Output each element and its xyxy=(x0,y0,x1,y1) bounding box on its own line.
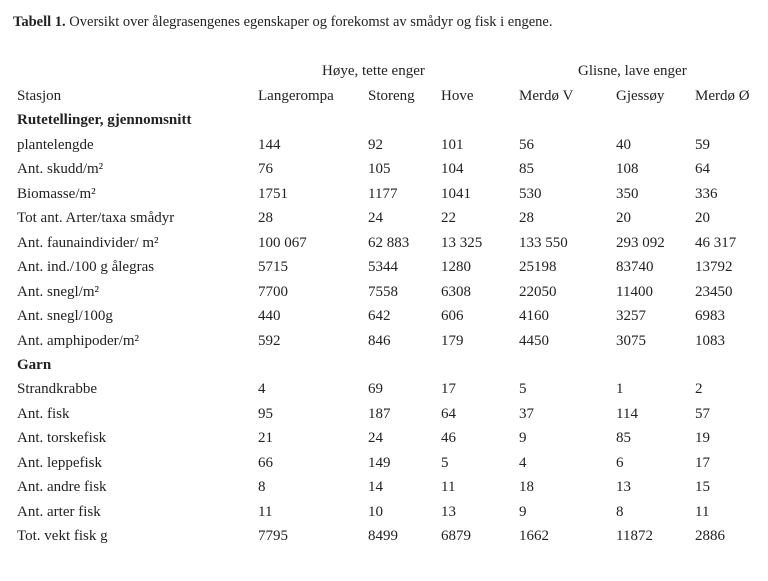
table-cell: 13 xyxy=(441,503,456,520)
group-header-high-dense: Høye, tette enger xyxy=(322,63,425,79)
table-cell: 18 xyxy=(519,479,534,496)
table-cell: 5344 xyxy=(368,259,398,276)
table-cell: 2 xyxy=(695,381,703,398)
table-cell: 20 xyxy=(695,210,710,227)
column-header: Merdø Ø xyxy=(695,88,750,104)
table-cell: 846 xyxy=(368,332,391,349)
caption-label: Tabell 1. xyxy=(13,14,66,30)
table-cell: 4160 xyxy=(519,308,549,325)
table-cell: 11 xyxy=(441,479,456,496)
table-cell: 92 xyxy=(368,136,383,153)
table-cell: 642 xyxy=(368,308,391,325)
section-title: Rutetellinger, gjennomsnitt xyxy=(17,112,192,129)
table-cell: 133 550 xyxy=(519,234,568,251)
table-cell: 11 xyxy=(258,503,273,520)
table-cell: 11 xyxy=(695,503,710,520)
table-cell: 1751 xyxy=(258,185,288,202)
column-header: Hove xyxy=(441,88,474,104)
table-cell: 11400 xyxy=(616,283,653,300)
table-cell: 8499 xyxy=(368,528,398,545)
table-cell: 1041 xyxy=(441,185,471,202)
table-cell: 4 xyxy=(258,381,266,398)
table-cell: 5715 xyxy=(258,259,288,276)
row-label: Tot. vekt fisk g xyxy=(17,528,108,545)
table-cell: 37 xyxy=(519,405,534,422)
table-cell: 1 xyxy=(616,381,624,398)
table-cell: 62 883 xyxy=(368,234,410,251)
table-cell: 85 xyxy=(616,430,631,447)
table-cell: 10 xyxy=(368,503,383,520)
table-cell: 13792 xyxy=(695,259,733,276)
table-cell: 56 xyxy=(519,136,534,153)
table-cell: 8 xyxy=(258,479,266,496)
table-cell: 46 317 xyxy=(695,234,737,251)
section-title: Garn xyxy=(17,356,52,373)
table-cell: 17 xyxy=(695,454,710,471)
table-cell: 69 xyxy=(368,381,383,398)
row-label: Biomasse/m² xyxy=(17,185,96,202)
table-cell: 1280 xyxy=(441,259,471,276)
table-cell: 13 325 xyxy=(441,234,483,251)
table-cell: 17 xyxy=(441,381,456,398)
table-cell: 144 xyxy=(258,136,281,153)
column-header: Merdø V xyxy=(519,88,574,104)
table-cell: 15 xyxy=(695,479,710,496)
table-cell: 350 xyxy=(616,185,639,202)
table-cell: 149 xyxy=(368,454,391,471)
table-cell: 83740 xyxy=(616,259,654,276)
table-cell: 1177 xyxy=(368,185,398,202)
row-label: Tot ant. Arter/taxa smådyr xyxy=(17,210,175,227)
table-cell: 5 xyxy=(519,381,527,398)
table-cell: 101 xyxy=(441,136,464,153)
table-cell: 179 xyxy=(441,332,464,349)
table-cell: 85 xyxy=(519,161,534,178)
row-label: Ant. torskefisk xyxy=(17,430,107,447)
table-cell: 100 067 xyxy=(258,234,307,251)
table-cell: 7795 xyxy=(258,528,288,545)
table-cell: 14 xyxy=(368,479,383,496)
table-cell: 108 xyxy=(616,161,639,178)
table-cell: 9 xyxy=(519,430,527,447)
table-cell: 7700 xyxy=(258,283,288,300)
table-cell: 24 xyxy=(368,210,383,227)
row-label: Ant. andre fisk xyxy=(17,479,107,496)
table-cell: 4 xyxy=(519,454,527,471)
table-cell: 19 xyxy=(695,430,710,447)
table-cell: 28 xyxy=(519,210,534,227)
table-cell: 13 xyxy=(616,479,631,496)
header-stasjon: Stasjon xyxy=(17,88,62,104)
table-cell: 2886 xyxy=(695,528,725,545)
table-cell: 1662 xyxy=(519,528,549,545)
table-cell: 3257 xyxy=(616,308,646,325)
table-cell: 59 xyxy=(695,136,710,153)
table-cell: 4450 xyxy=(519,332,549,349)
row-label: Ant. arter fisk xyxy=(17,503,101,520)
table-cell: 3075 xyxy=(616,332,646,349)
table-cell: 22 xyxy=(441,210,456,227)
row-label: Ant. amphipoder/m² xyxy=(17,332,139,349)
table-cell: 5 xyxy=(441,454,449,471)
table-cell: 7558 xyxy=(368,283,398,300)
table-cell: 64 xyxy=(441,405,456,422)
caption-text: Oversikt over ålegrasengenes egenskaper og forekomst av smådyr og fisk i engene. xyxy=(69,14,553,30)
table-cell: 6983 xyxy=(695,308,725,325)
table-cell: 336 xyxy=(695,185,718,202)
table-cell: 46 xyxy=(441,430,456,447)
row-label: Ant. snegl/m² xyxy=(17,283,99,300)
row-label: Ant. leppefisk xyxy=(17,454,102,471)
table-cell: 6308 xyxy=(441,283,471,300)
group-header-sparse-low: Glisne, lave enger xyxy=(578,63,687,79)
table-cell: 105 xyxy=(368,161,391,178)
table-cell: 25198 xyxy=(519,259,557,276)
table-cell: 28 xyxy=(258,210,273,227)
table-cell: 24 xyxy=(368,430,383,447)
row-label: Ant. fisk xyxy=(17,405,70,422)
table-cell: 20 xyxy=(616,210,631,227)
table-cell: 40 xyxy=(616,136,631,153)
table-cell: 57 xyxy=(695,405,710,422)
row-label: Ant. skudd/m² xyxy=(17,161,104,178)
table-cell: 592 xyxy=(258,332,281,349)
table-cell: 66 xyxy=(258,454,273,471)
table-cell: 23450 xyxy=(695,283,733,300)
table-cell: 293 092 xyxy=(616,234,665,251)
table-cell: 114 xyxy=(616,405,638,422)
table-cell: 21 xyxy=(258,430,273,447)
table-cell: 76 xyxy=(258,161,273,178)
row-label: Ant. ind./100 g ålegras xyxy=(17,259,155,276)
row-label: Strandkrabbe xyxy=(17,381,97,398)
table-cell: 22050 xyxy=(519,283,557,300)
table-cell: 530 xyxy=(519,185,542,202)
column-header: Gjessøy xyxy=(616,88,665,104)
table-cell: 95 xyxy=(258,405,273,422)
column-header: Langerompa xyxy=(258,88,334,104)
table-cell: 104 xyxy=(441,161,464,178)
table-cell: 6879 xyxy=(441,528,471,545)
table-cell: 9 xyxy=(519,503,527,520)
table-cell: 11872 xyxy=(616,528,653,545)
table-cell: 187 xyxy=(368,405,391,422)
row-label: plantelengde xyxy=(17,136,94,153)
table-cell: 1083 xyxy=(695,332,725,349)
row-label: Ant. snegl/100g xyxy=(17,308,113,325)
table-cell: 440 xyxy=(258,308,281,325)
row-label: Ant. faunaindivider/ m² xyxy=(17,234,159,251)
table-cell: 606 xyxy=(441,308,464,325)
table-caption xyxy=(13,13,552,31)
table-cell: 8 xyxy=(616,503,624,520)
table-cell: 6 xyxy=(616,454,624,471)
column-header: Storeng xyxy=(368,88,415,104)
table-cell: 64 xyxy=(695,161,710,178)
